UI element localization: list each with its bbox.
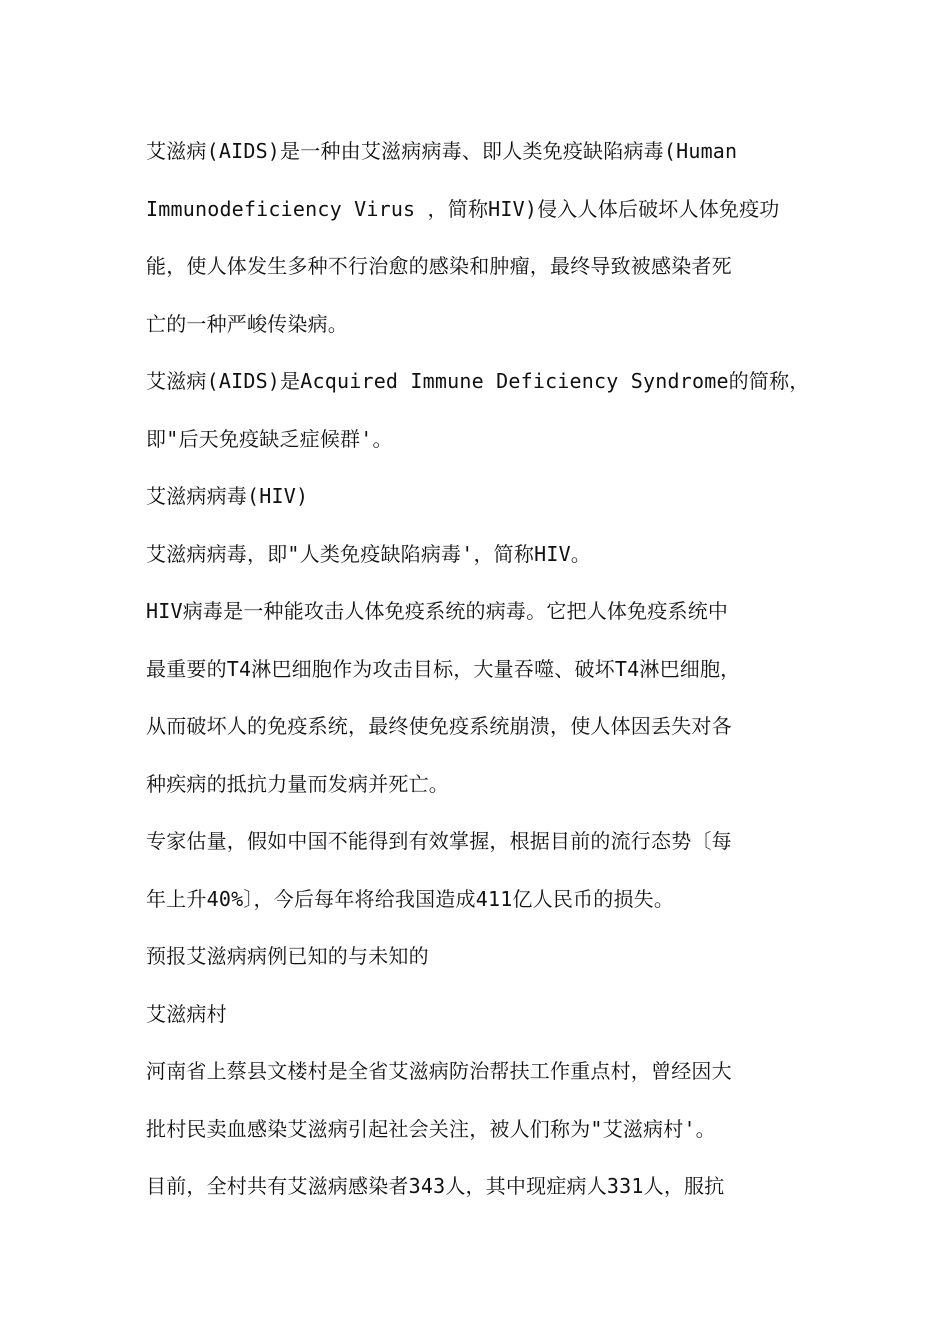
text-line-13: 专家估量，假如中国不能得到有效掌握，根据目前的流行态势〔每	[146, 829, 732, 853]
section-heading-aids-village: 艾滋病村	[146, 1001, 227, 1026]
text-line-4: 亡的一种严峻传染病。	[146, 311, 348, 336]
text-line-18: 批村民卖血感染艾滋病引起社会关注，被人们称为"艾滋病村'。	[146, 1116, 716, 1141]
text-line-10: 最重要的T4淋巴细胞作为攻击目标，大量吞噬、破坏T4淋巴细胞，	[146, 656, 741, 681]
text-line-11: 从而破坏人的免疫系统，最终使免疫系统崩溃，使人体因丢失对各	[146, 714, 732, 738]
text-line-8: 艾滋病病毒，即"人类免疫缺陷病毒'，简称HIV。	[146, 541, 592, 566]
text-line-5: 艾滋病(AIDS)是Acquired Immune Deficiency Syndrome的简称，	[146, 369, 810, 393]
text-line-6: 即"后天免疫缺乏症候群'。	[146, 426, 393, 451]
text-line-9: HIV病毒是一种能攻击人体免疫系统的病毒。它把人体免疫系统中	[146, 599, 729, 623]
text-line-1: 艾滋病(AIDS)是一种由艾滋病病毒、即人类免疫缺陷病毒(Human	[146, 139, 738, 163]
text-line-17: 河南省上蔡县文楼村是全省艾滋病防治帮扶工作重点村，曾经因大	[146, 1059, 732, 1083]
text-line-3: 能，使人体发生多种不行治愈的感染和肿瘤，最终导致被感染者死	[146, 254, 732, 278]
text-line-19: 目前，全村共有艾滋病感染者343人，其中现症病人331人，服抗	[146, 1174, 725, 1198]
text-line-12: 种疾病的抵抗力量而发病并死亡。	[146, 771, 449, 796]
text-line-14: 年上升40%〕，今后每年将给我国造成411亿人民币的损失。	[146, 886, 675, 911]
section-heading-hiv: 艾滋病病毒(HIV)	[146, 484, 309, 508]
document-body	[146, 131, 826, 1224]
section-heading-forecast: 预报艾滋病病例已知的与未知的	[146, 944, 429, 968]
text-line-2: Immunodeficiency Virus ，简称HIV)侵入人体后破坏人体免疫功	[146, 196, 780, 221]
